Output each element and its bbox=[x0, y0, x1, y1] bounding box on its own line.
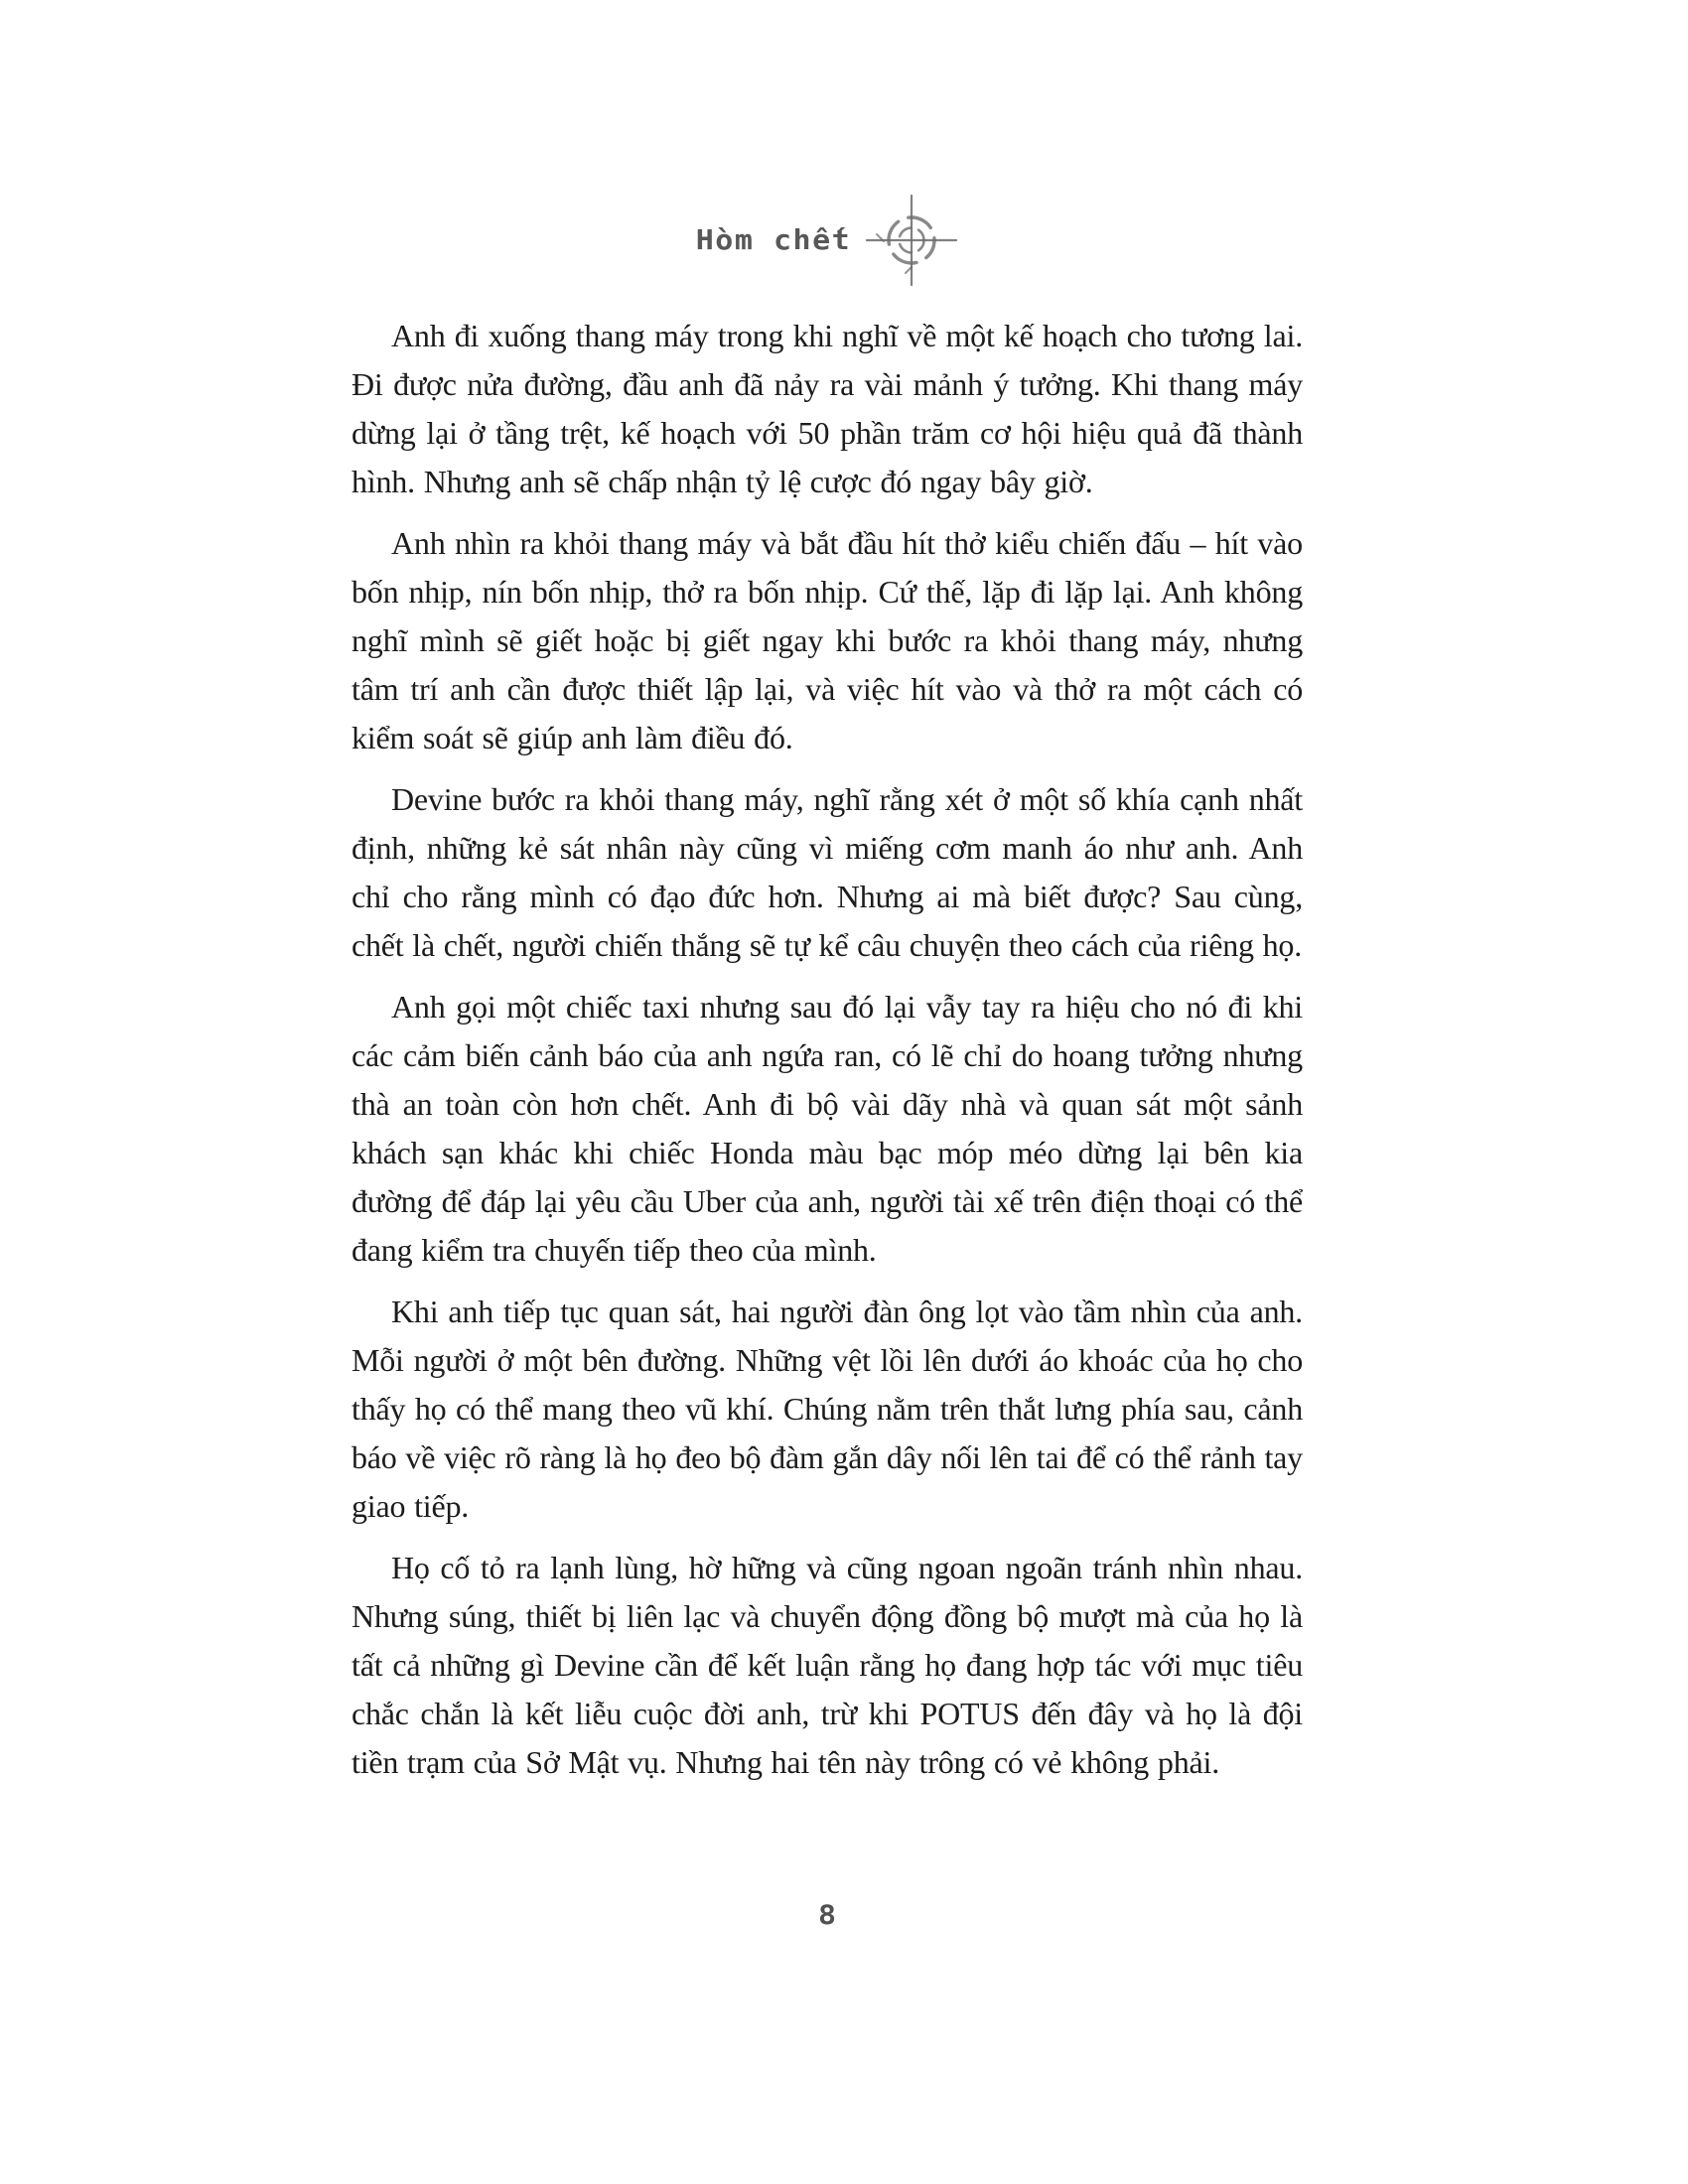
paragraph: Khi anh tiếp tục quan sát, hai người đàn ông lọt vào tầm nhìn của anh. Mỗi người ở một bên đường. Những vệt lồi lên dưới áo khoác của họ cho thấy họ có thể mang theo vũ khí. Chúng nằm trên thắt lưng phía sau, cảnh báo về việc rõ ràng là họ đeo bộ đàm gắn dây nối lên tai để có thể rảnh tay giao tiếp. bbox=[352, 1294, 1303, 1524]
paragraph: Họ cố tỏ ra lạnh lùng, hờ hững và cũng ngoan ngoãn tránh nhìn nhau. Nhưng súng, thiết bị liên lạc và chuyển động đồng bộ mượt mà của họ là tất cả những gì Devine cần để kết luận rằng họ đang hợp tác với mục tiêu chắc chắn là kết liễu cuộc đời anh, trừ khi POTUS đến đây và họ là đội tiền trạm của Sở Mật vụ. Nhưng hai tên này trông có vẻ không phải. bbox=[352, 1550, 1303, 1780]
page-number: 8 bbox=[817, 1899, 837, 1932]
body-text bbox=[352, 312, 1303, 1800]
running-header bbox=[352, 195, 1303, 286]
paragraph: Devine bước ra khỏi thang máy, nghĩ rằng xét ở một số khía cạnh nhất định, những kẻ sát nhân này cũng vì miếng cơm manh áo như anh. Anh chỉ cho rằng mình có đạo đức hơn. Nhưng ai mà biết được? Sau cùng, chết là chết, người chiến thắng sẽ tự kể câu chuyện theo cách của riêng họ. bbox=[352, 781, 1303, 963]
paragraph: Anh đi xuống thang máy trong khi nghĩ về một kế hoạch cho tương lai. Đi được nửa đường, đầu anh đã nảy ra vài mảnh ý tưởng. Khi thang máy dừng lại ở tầng trệt, kế hoạch với 50 phần trăm cơ hội hiệu quả đã thành hình. Nhưng anh sẽ chấp nhận tỷ lệ cược đó ngay bây giờ. bbox=[352, 318, 1303, 499]
book-title: Hòm chết bbox=[695, 223, 852, 257]
paragraph: Anh gọi một chiếc taxi nhưng sau đó lại vẫy tay ra hiệu cho nó đi khi các cảm biến cảnh báo của anh ngứa ran, có lẽ chỉ do hoang tưởng nhưng thà an toàn còn hơn chết. Anh đi bộ vài dãy nhà và quan sát một sảnh khách sạn khác khi chiếc Honda màu bạc móp méo dừng lại bên kia đường để đáp lại yêu cầu Uber của anh, người tài xế trên điện thoại có thể đang kiểm tra chuyến tiếp theo của mình. bbox=[352, 989, 1303, 1268]
paragraph: Anh nhìn ra khỏi thang máy và bắt đầu hít thở kiểu chiến đấu – hít vào bốn nhịp, nín bốn nhịp, thở ra bốn nhịp. Cứ thế, lặp đi lặp lại. Anh không nghĩ mình sẽ giết hoặc bị giết ngay khi bước ra khỏi thang máy, nhưng tâm trí anh cần được thiết lập lại, và việc hít vào và thở ra một cách có kiểm soát sẽ giúp anh làm điều đó. bbox=[352, 525, 1303, 755]
crosshair-target-icon bbox=[865, 194, 958, 287]
